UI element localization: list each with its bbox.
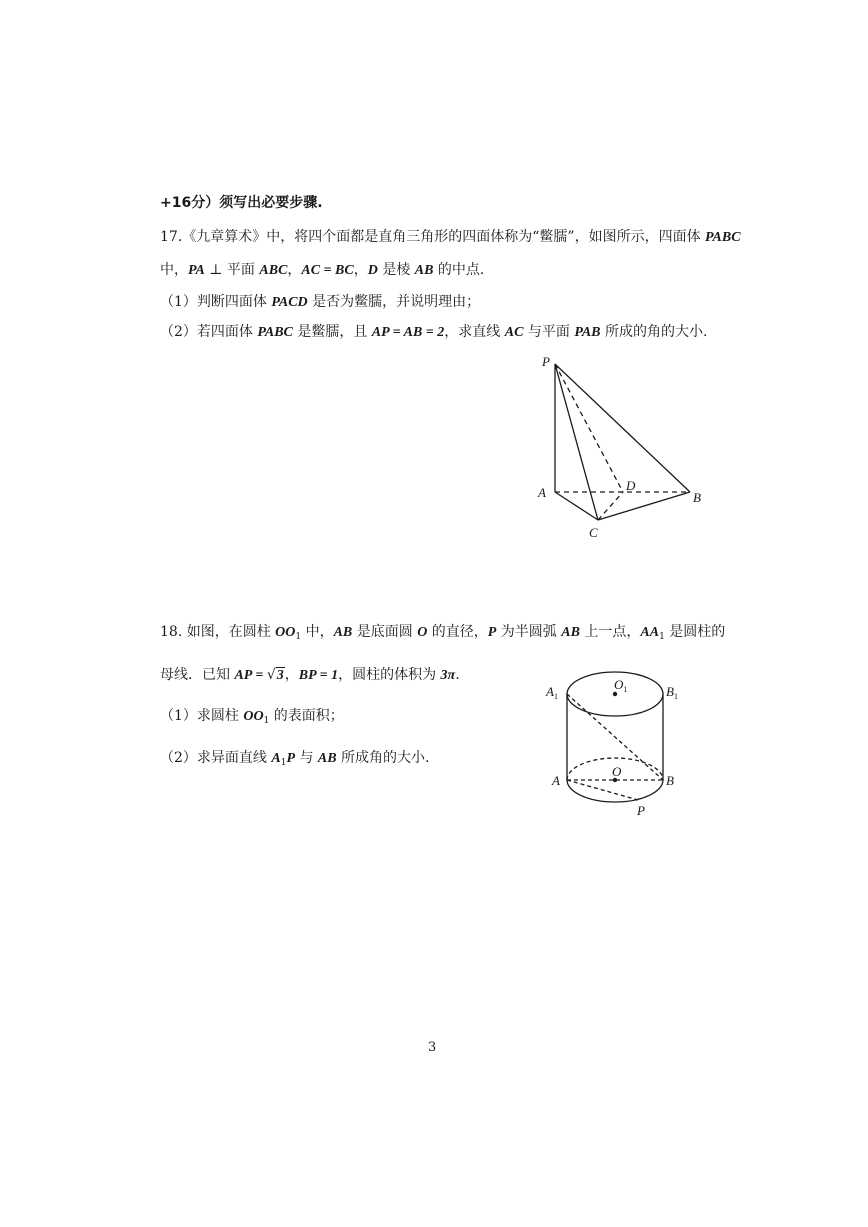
q18-subscript: 1 <box>295 632 302 642</box>
q18-var: AA <box>640 625 660 640</box>
q18-var: A <box>271 751 281 766</box>
q17-line-1 <box>160 227 741 248</box>
label-O1: $O_1$ <box>614 677 628 694</box>
point-O1 <box>613 692 617 696</box>
q17-var: PABC <box>705 230 741 245</box>
q18-part-2 <box>160 748 430 773</box>
q17-line-2 <box>160 260 484 281</box>
q17-text: ， <box>353 262 368 278</box>
q18-subscript: 1 <box>280 758 287 768</box>
q18-text: 所成角的大小. <box>336 750 430 766</box>
q17-text: （2）若四面体 <box>160 324 258 340</box>
q18-text: （2）求异面直线 <box>160 750 272 766</box>
q18-text: ， <box>284 667 299 683</box>
q17-text: 所成的角的大小. <box>600 324 708 340</box>
label-P: P <box>542 354 550 369</box>
q17-text: 17.《九章算术》中，将四个面都是直角三角形的四面体称为“鳖臑”，如图所示，四面体 <box>160 229 706 245</box>
q18-text: 是圆柱的 <box>664 624 726 640</box>
q18-text: 与 <box>295 750 318 766</box>
page-number: 3 <box>428 1040 437 1055</box>
q17-var: AC <box>504 325 524 340</box>
label-B1: $B_1$ <box>666 684 678 701</box>
q18-text: 为半圆弧 <box>496 624 562 640</box>
segment-AP-dashed <box>567 780 638 800</box>
q17-var: ABC <box>259 263 288 278</box>
q18-subscript: 1 <box>263 716 270 726</box>
q18-text: 18. 如图，在圆柱 <box>160 624 276 640</box>
q17-var: PA <box>188 263 205 278</box>
q17-text: 与平面 <box>523 324 575 340</box>
q18-var: BP = 1 <box>298 668 339 683</box>
q18-var: AP = <box>234 668 267 683</box>
q18-text: 的表面积； <box>269 708 344 724</box>
q17-part-2 <box>160 322 707 343</box>
q18-var: AB <box>333 625 353 640</box>
sqrt-symbol: √3 <box>266 667 284 683</box>
q18-text: ，圆柱的体积为 <box>338 667 441 683</box>
q18-var: 3π <box>440 668 456 683</box>
q18-text: 的直径， <box>427 624 488 640</box>
q17-text: 的中点. <box>433 262 485 278</box>
q18-line-1 <box>160 622 725 647</box>
q17-var: AB <box>414 263 434 278</box>
q17-text: 是鳖臑，且 <box>292 324 372 340</box>
label-A1: $A_1$ <box>546 684 558 701</box>
q18-text: 中， <box>301 624 334 640</box>
label-P: P <box>637 803 645 818</box>
q18-text: 母线．已知 <box>160 667 235 683</box>
q17-var: AP = AB = 2 <box>371 325 445 340</box>
q18-line-2 <box>160 665 460 686</box>
q17-text: 是否为鳖臑，并说明理由； <box>307 294 481 310</box>
q17-var: AC = BC <box>301 263 354 278</box>
q17-var: PABC <box>257 325 293 340</box>
q18-text: 上一点， <box>579 624 641 640</box>
q18-var: O <box>417 625 428 640</box>
q17-var: D <box>367 263 378 278</box>
q18-part-1 <box>160 706 344 731</box>
q18-text: . <box>455 667 460 683</box>
label-C: C <box>589 525 598 540</box>
edge-CB <box>598 492 690 520</box>
q18-var: P <box>487 625 497 640</box>
label-A: A <box>552 773 560 788</box>
q18-text: （1）求圆柱 <box>160 708 244 724</box>
q17-var: PACD <box>271 295 308 310</box>
q17-tetrahedron-figure <box>520 350 720 550</box>
sqrt-radicand: 3 <box>276 668 284 683</box>
q17-text: （1）判断四面体 <box>160 294 272 310</box>
label-B: B <box>693 490 701 505</box>
q18-var: AB <box>317 751 337 766</box>
label-D: D <box>626 478 636 493</box>
q17-text: ，求直线 <box>444 324 505 340</box>
q18-var: AB <box>561 625 580 640</box>
q18-subscript: 1 <box>659 632 665 642</box>
q17-text: ， <box>287 262 302 278</box>
q18-text: 是底面圆 <box>352 624 418 640</box>
label-O: O <box>612 764 622 779</box>
label-A: A <box>538 485 546 500</box>
section-header: +16分）须写出必要步骤. <box>160 195 323 211</box>
edge-PB <box>555 364 690 492</box>
q18-var: OO <box>275 625 296 640</box>
q17-text: 中， <box>160 262 188 278</box>
edge-PD-dashed <box>555 364 623 492</box>
label-B: B <box>666 773 674 788</box>
q17-text: 是棱 <box>377 262 415 278</box>
q17-part-1 <box>160 292 480 313</box>
q17-var: PAB <box>574 325 601 340</box>
q18-cylinder-figure <box>540 662 690 822</box>
q18-var: OO <box>243 709 264 724</box>
q17-text: ⊥ 平面 <box>204 262 260 278</box>
bottom-front-arc <box>567 780 663 802</box>
q18-var: P <box>286 751 295 766</box>
